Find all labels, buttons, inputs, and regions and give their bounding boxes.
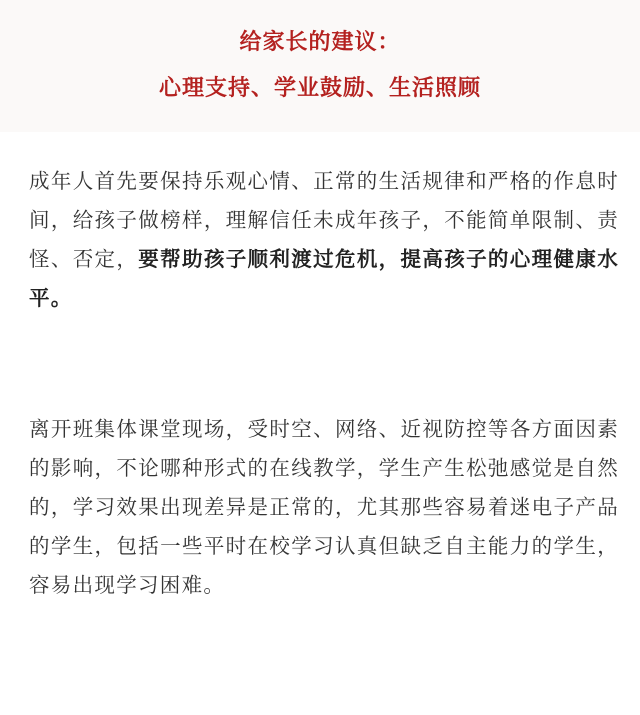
paragraph-1-emphasis: 要帮助孩子顺利渡过危机，提高孩子的心理健康水平。	[29, 247, 620, 310]
paragraph-online-learning: 离开班集体课堂现场，受时空、网络、近视防控等各方面因素的影响，不论哪种形式的在线教学，学生产生松弛感觉是自然的，学习效果出现差异是正常的，尤其那些容易着迷电子产品的学生，包括一些平时在校学习认真但缺乏自主能力的学生，容易出现学习困难。	[29, 417, 619, 597]
paragraph-1-text: 成年人首先要保持乐观心情、正常的生活规律和严格的作息时间，给孩子做榜样，理解信任未成年孩子，不能简单限制、责怪、否定，	[29, 169, 619, 271]
paragraph-psychological-support	[29, 162, 619, 318]
section-subtitle: 心理支持、学业鼓励、生活照顾	[158, 76, 481, 101]
section-header-banner	[0, 0, 640, 132]
section-title: 给家长的建议：	[239, 30, 401, 55]
